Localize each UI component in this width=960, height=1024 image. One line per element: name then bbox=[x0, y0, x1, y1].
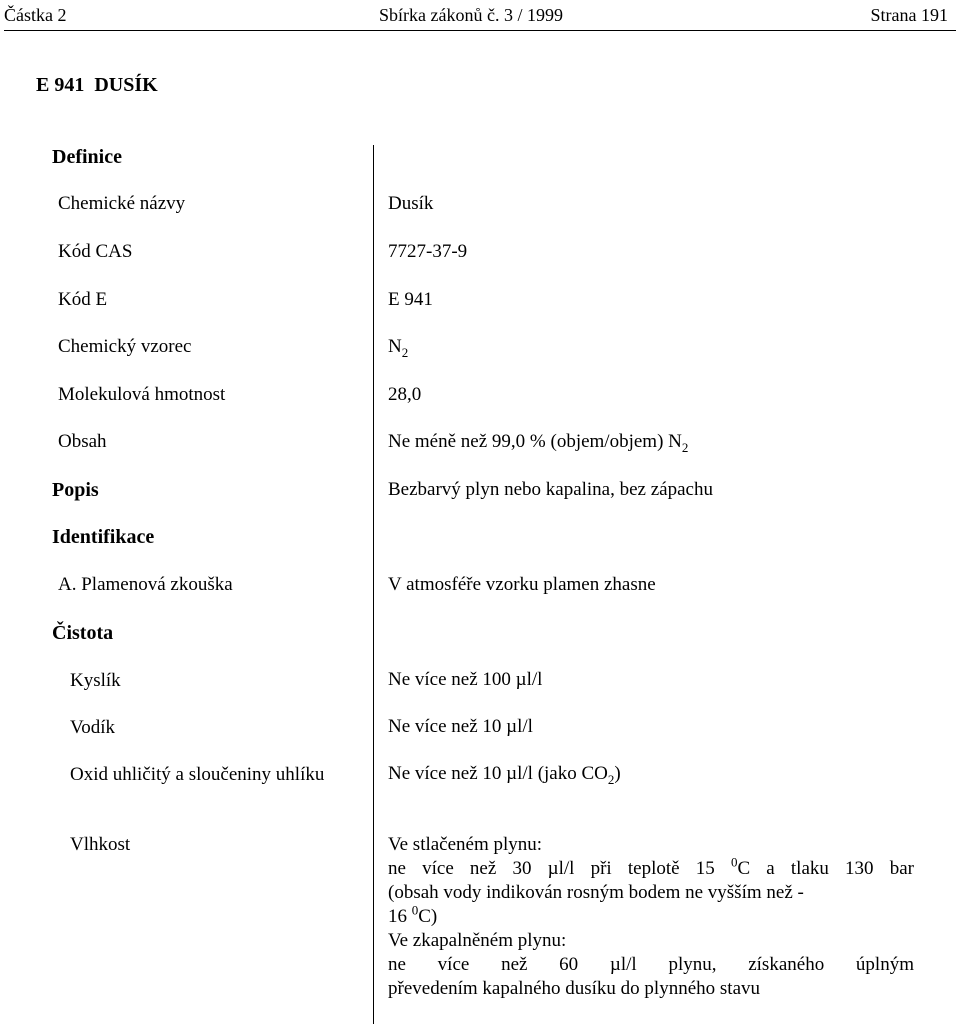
moisture-line: 16 $^0$C) bbox=[388, 902, 438, 927]
header-collection: Sbírka zákonů č. 3 / 1999 bbox=[379, 5, 563, 25]
moisture-line: (obsah vody indikován rosným bodem ne vyšším než - bbox=[388, 882, 804, 903]
value-oxygen: Ne více než 100 µl/l bbox=[388, 669, 543, 690]
value-cas-code: 7727-37-9 bbox=[388, 241, 468, 262]
label-e-code: Kód E bbox=[58, 289, 108, 310]
label-oxygen: Kyslík bbox=[70, 670, 121, 691]
moisture-line: ne více než 60 µl/l plynu, získaného úplným bbox=[388, 954, 914, 975]
section-heading-identifikace: Identifikace bbox=[52, 526, 155, 548]
label-chemical-names: Chemické názvy bbox=[58, 193, 186, 214]
column-divider bbox=[373, 145, 374, 1024]
value-carbon-dioxide: Ne více než 10 µl/l (jako $CO_2$) bbox=[388, 763, 621, 787]
label-chemical-formula: Chemický vzorec bbox=[58, 336, 192, 357]
page-header bbox=[4, 0, 956, 31]
label-carbon-dioxide: Oxid uhličitý a sloučeniny uhlíku bbox=[70, 764, 325, 785]
value-chemical-names: Dusík bbox=[388, 193, 434, 214]
moisture-line: Ve stlačeném plynu: bbox=[388, 834, 543, 855]
section-heading-definice: Definice bbox=[52, 146, 122, 168]
document-title: E 941 DUSÍK bbox=[36, 74, 158, 96]
section-heading-cistota: Čistota bbox=[52, 622, 114, 644]
moisture-line: Ve zkapalněném plynu: bbox=[388, 930, 567, 951]
header-issue: Částka 2 bbox=[4, 5, 67, 25]
moisture-line: převedením kapalného dusíku do plynného stavu bbox=[388, 978, 761, 999]
header-page: Strana 191 bbox=[870, 5, 948, 25]
label-flame-test: A. Plamenová zkouška bbox=[58, 574, 233, 595]
label-hydrogen: Vodík bbox=[70, 717, 116, 738]
label-moisture: Vlhkost bbox=[70, 834, 131, 855]
value-content: Ne méně než 99,0 % (objem/objem) $N_2$ bbox=[388, 431, 689, 455]
value-flame-test: V atmosféře vzorku plamen zhasne bbox=[388, 574, 656, 595]
value-e-code: E 941 bbox=[388, 289, 433, 310]
label-cas-code: Kód CAS bbox=[58, 241, 133, 262]
value-chemical-formula: $N_2$ bbox=[388, 336, 409, 360]
value-moisture bbox=[388, 833, 914, 1001]
label-content: Obsah bbox=[58, 431, 107, 452]
value-hydrogen: Ne více než 10 µl/l bbox=[388, 716, 533, 737]
value-description: Bezbarvý plyn nebo kapalina, bez zápachu bbox=[388, 479, 713, 500]
section-heading-popis: Popis bbox=[52, 479, 99, 501]
label-molecular-weight: Molekulová hmotnost bbox=[58, 384, 226, 405]
value-molecular-weight: 28,0 bbox=[388, 384, 422, 405]
moisture-line: ne více než 30 µl/l při teplotě 15 $^0$C a tlaku 130 bar bbox=[388, 854, 914, 879]
